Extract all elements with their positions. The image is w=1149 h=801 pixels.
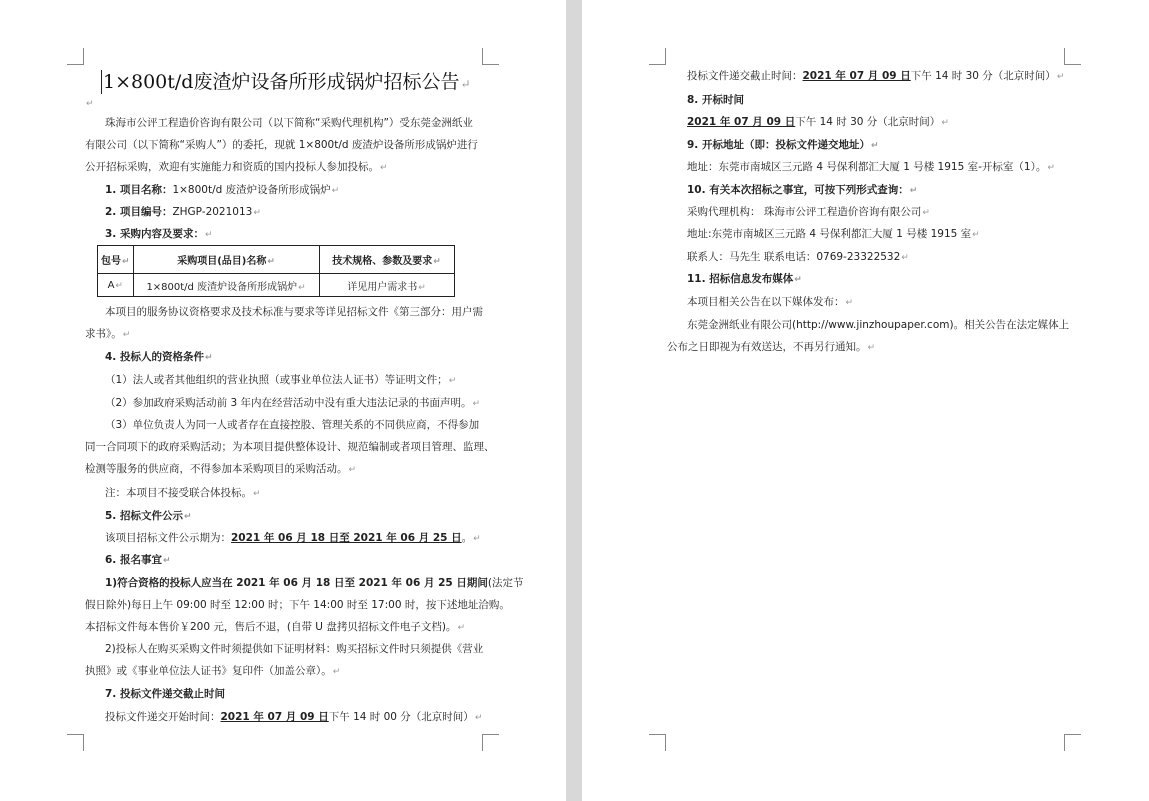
text: 有限公司（以下简称“采购人”）的委托，现就 1×800t/d 废渣炉设备所形成锅炉进行 — [85, 139, 478, 151]
label: 2. 项目编号： — [105, 206, 173, 218]
section-11-heading[interactable] — [687, 272, 802, 287]
text: 本招标文件每本售价￥200 元，售后不退，(自带 U 盘拷贝招标文件电子文档)。 — [85, 621, 457, 633]
label: 1. 项目名称： — [105, 184, 173, 196]
text: 5. 招标文件公示 — [105, 510, 183, 522]
paragraph-mark: ↵ — [1056, 72, 1065, 82]
project-number-value: ZHGP-2021013 — [172, 206, 253, 218]
table-header-row — [98, 246, 455, 274]
paragraph-mark: ↵ — [86, 99, 94, 109]
table-header-cell[interactable] — [319, 246, 454, 274]
paragraph-mark: ↵ — [1047, 163, 1055, 173]
paragraph-mark: ↵ — [331, 186, 340, 196]
paragraph-mark: ↵ — [380, 163, 388, 173]
text: 公开招标采购，欢迎有实施能力和资质的国内投标人参加投标。 — [85, 161, 379, 173]
table-row — [98, 274, 455, 297]
text: （3）单位负责人为同一人或者存在直接控股、管理关系的不同供应商，不得参加 — [105, 419, 480, 431]
table-cell[interactable] — [98, 274, 134, 297]
section-8-heading[interactable] — [687, 93, 744, 107]
paragraph-mark: ↵ — [348, 465, 357, 475]
agency-address-line[interactable] — [687, 227, 980, 242]
registration-line[interactable] — [105, 576, 523, 590]
text: 地址:东莞市南城区三元路 4 号保利都汇大厦 1 号楼 1915 室 — [687, 228, 972, 240]
paragraph-mark: ↵ — [204, 230, 213, 240]
registration-line[interactable] — [85, 664, 340, 679]
paragraph-mark: ↵ — [183, 512, 192, 522]
text: 联系人：马先生 联系电话：0769-23322532 — [687, 251, 901, 263]
text: 包号 — [101, 256, 121, 267]
text: 执照》或《事业单位法人证书》复印件（加盖公章）。 — [85, 665, 332, 677]
intro-line[interactable] — [105, 116, 473, 130]
paragraph-mark: ↵ — [115, 280, 123, 291]
agency-line[interactable] — [687, 205, 930, 220]
text: 6. 报名事宜 — [105, 554, 162, 566]
paragraph-mark: ↵ — [122, 257, 130, 267]
project-number-line[interactable] — [105, 205, 261, 220]
paragraph-mark: ↵ — [972, 230, 980, 240]
paragraph-mark: ↵ — [253, 208, 261, 218]
contact-line[interactable] — [687, 250, 909, 265]
text: 地址：东莞市南城区三元路 4 号保利都汇大厦 1 号楼 1915 室-开标室（1）。 — [687, 161, 1047, 173]
text: 9. 开标地址（即：投标文件递交地址） — [687, 139, 870, 151]
submission-start-date: 2021 年 07 月 09 日 — [220, 711, 329, 723]
submission-start-line[interactable] — [105, 710, 482, 725]
text: 4. 投标人的资格条件 — [105, 351, 204, 363]
text: 下午 14 时 30 分（北京时间） — [910, 70, 1056, 82]
crop-mark — [649, 734, 666, 751]
section-9-heading[interactable] — [687, 138, 879, 153]
text: 下午 14 时 00 分（北京时间） — [328, 711, 474, 723]
text: 投标文件递交截止时间： — [687, 70, 803, 82]
table-header-cell[interactable] — [98, 246, 134, 274]
page-title[interactable] — [103, 69, 471, 97]
text: （1）法人或者其他组织的营业执照（或事业单位法人证书）等证明文件； — [105, 374, 448, 386]
procurement-heading[interactable] — [105, 227, 213, 242]
text: A — [107, 279, 115, 291]
paragraph-mark: ↵ — [474, 713, 483, 723]
paragraph-mark: ↵ — [870, 141, 879, 151]
submission-end-date: 2021 年 07 月 09 日 — [802, 70, 911, 82]
condition-line[interactable] — [105, 373, 456, 388]
table-header-cell[interactable] — [133, 246, 319, 274]
document-page-right[interactable] — [582, 0, 1149, 801]
paragraph-mark: ↵ — [473, 534, 481, 544]
project-name-line[interactable] — [105, 183, 339, 198]
paragraph-mark: ↵ — [332, 667, 341, 677]
consortium-note[interactable] — [105, 486, 261, 501]
condition-line[interactable] — [105, 396, 480, 411]
registration-line[interactable] — [85, 598, 510, 612]
section-6-heading[interactable] — [105, 553, 171, 568]
text: 详见用户需求书 — [347, 281, 418, 293]
opening-time-line[interactable] — [687, 115, 949, 130]
page-gutter — [566, 0, 582, 801]
table-cell[interactable] — [319, 274, 454, 297]
text: 该项目招标文件公示期为： — [105, 532, 231, 544]
media-line[interactable] — [687, 318, 1069, 332]
table-cell[interactable] — [133, 274, 319, 297]
text: 10. 有关本次招标之事宜，可按下列形式查询： — [687, 184, 909, 196]
paragraph-mark: ↵ — [253, 489, 261, 499]
crop-mark — [482, 48, 499, 65]
text: 本项目相关公告在以下媒体发布： — [687, 296, 845, 308]
text: 本项目的服务协议资格要求及技术标准与要求等详见招标文件《第三部分：用户需 — [105, 306, 483, 318]
registration-line[interactable] — [85, 620, 465, 635]
text: 。 — [461, 532, 473, 544]
condition-line[interactable] — [105, 418, 479, 432]
text: 采购代理机构： 珠海市公评工程造价咨询有限公司 — [687, 206, 922, 218]
condition-line[interactable] — [85, 440, 495, 454]
text: 技术规格、参数及要求 — [332, 256, 433, 267]
paragraph-mark: ↵ — [457, 623, 465, 633]
opening-date: 2021 年 07 月 09 日 — [687, 116, 796, 128]
label: 3. 采购内容及要求： — [105, 228, 204, 240]
paragraph-mark: ↵ — [267, 257, 275, 267]
text: 假日除外)每日上午 09:00 时至 12:00 时；下午 14:00 时至 17:00 时，按下述地址洽购。 — [85, 599, 510, 611]
text: 同一合同项下的政府采购活动；为本项目提供整体设计、规范编制或者项目管理、监理、 — [85, 441, 495, 453]
paragraph-mark: ↵ — [204, 353, 213, 363]
paragraph-mark: ↵ — [941, 118, 949, 128]
text: 1)符合资格的投标人应当在 2021 年 06 月 18 日至 2021 年 06 月 25 日期间 — [105, 577, 488, 589]
text: 珠海市公评工程造价咨询有限公司（以下简称“采购代理机构”）受东莞金洲纸业 — [105, 117, 473, 129]
crop-mark — [1064, 48, 1081, 65]
paragraph-mark: ↵ — [472, 399, 481, 409]
title-text: 1×800t/d废渣炉设备所形成锅炉招标公告 — [103, 71, 460, 93]
paragraph-mark: ↵ — [901, 253, 909, 263]
publicity-period-value: 2021 年 06 月 18 日至 2021 年 06 月 25 日 — [231, 532, 462, 544]
text: 1×800t/d 废渣炉设备所形成锅炉 — [146, 281, 298, 293]
submission-end-line[interactable] — [687, 69, 1064, 84]
paragraph-mark: ↵ — [298, 282, 306, 293]
crop-mark — [649, 48, 666, 65]
project-name-value: 1×800t/d 废渣炉设备所形成锅炉 — [172, 184, 331, 196]
text: 下午 14 时 30 分（北京时间） — [795, 116, 941, 128]
media-line[interactable] — [667, 340, 875, 355]
text-cursor — [101, 70, 102, 94]
section-4-heading[interactable] — [105, 350, 213, 365]
paragraph-mark: ↵ — [867, 343, 876, 353]
paragraph-mark: ↵ — [845, 298, 854, 308]
paragraph-mark: ↵ — [448, 376, 457, 386]
text: 采购项目(品目)名称 — [177, 256, 267, 267]
text: 公布之日即视为有效送达，不再另行通知。 — [667, 341, 867, 353]
registration-line[interactable] — [105, 642, 483, 656]
paragraph-mark: ↵ — [460, 77, 471, 91]
document-page-left[interactable] — [0, 0, 566, 801]
paragraph-mark: ↵ — [122, 330, 131, 340]
crop-mark — [1064, 734, 1081, 751]
text: 注：本项目不接受联合体投标。 — [105, 487, 252, 499]
requirements-table[interactable] — [97, 245, 455, 297]
empty-paragraph[interactable] — [85, 96, 94, 111]
paragraph-mark: ↵ — [922, 208, 930, 218]
text: 2)投标人在购买采购文件时须提供如下证明材料：购买招标文件时只须提供《营业 — [105, 643, 484, 655]
condition-line[interactable] — [85, 462, 356, 477]
publicity-period-line[interactable] — [105, 531, 481, 546]
service-note-line[interactable] — [85, 327, 130, 342]
text: 检测等服务的供应商，不得参加本采购项目的采购活动。 — [85, 463, 348, 475]
paragraph-mark: ↵ — [162, 556, 171, 566]
text: （2）参加政府采购活动前 3 年内在经营活动中没有重大违法记录的书面声明。 — [105, 397, 472, 409]
crop-mark — [67, 48, 84, 65]
intro-line[interactable] — [85, 160, 388, 175]
crop-mark — [482, 734, 499, 751]
paragraph-mark: ↵ — [418, 282, 426, 293]
text: 投标文件递交开始时间： — [105, 711, 221, 723]
media-line[interactable] — [687, 295, 853, 310]
text: 东莞金洲纸业有限公司(http://www.jinzhoupaper.com)。相关公告在法定媒体上 — [687, 319, 1070, 331]
opening-address-line[interactable] — [687, 160, 1055, 175]
paragraph-mark: ↵ — [909, 186, 918, 196]
service-note-line[interactable] — [105, 305, 483, 319]
section-5-heading[interactable] — [105, 509, 192, 524]
text: (法定节 — [487, 577, 524, 589]
text: 11. 招标信息发布媒体 — [687, 273, 794, 285]
section-10-heading[interactable] — [687, 183, 917, 198]
intro-line[interactable] — [85, 138, 478, 152]
section-7-heading[interactable] — [105, 687, 225, 701]
text: 求书》。 — [85, 328, 122, 340]
paragraph-mark: ↵ — [433, 257, 441, 267]
text: 8. 开标时间 — [687, 94, 744, 106]
text: 7. 投标文件递交截止时间 — [105, 688, 225, 700]
paragraph-mark: ↵ — [794, 275, 802, 285]
crop-mark — [67, 734, 84, 751]
